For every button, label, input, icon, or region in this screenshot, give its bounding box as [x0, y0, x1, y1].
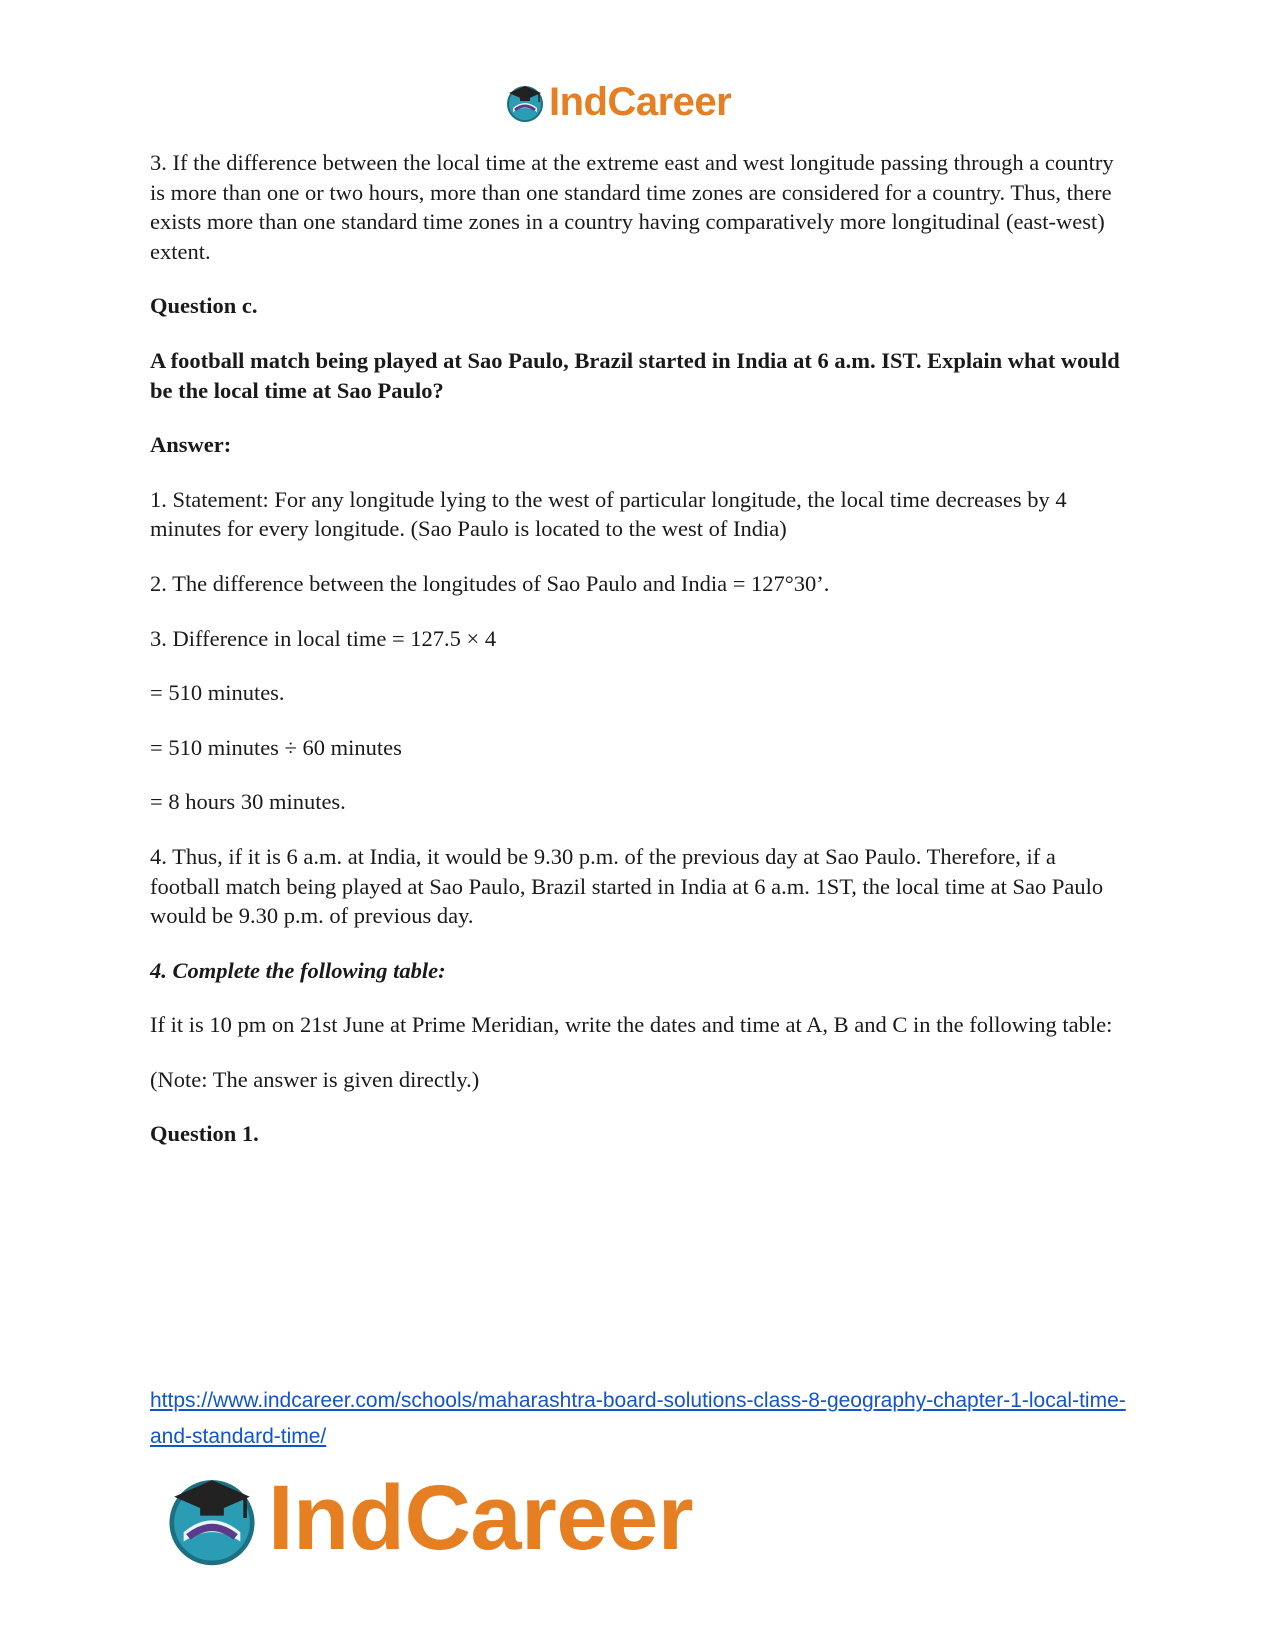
document-body [150, 148, 1130, 1174]
answer-label: Answer: [150, 432, 232, 458]
answer-step-1: = 510 minutes. [150, 680, 285, 706]
question-c-heading: Question c. [150, 293, 258, 319]
paragraph-point-3: 3. If the difference between the local time at the extreme east and west longitude passing through a country is more than one or two hours, more than one standard time zones are considered for a country. Thus, there exists more than one standard time zones in a country having comparatively more longitudinal (east-west) extent. [150, 150, 1114, 264]
question-1-heading: Question 1. [150, 1121, 259, 1147]
question-c-text: A football match being played at Sao Paulo, Brazil started in India at 6 a.m. IST. Explain what would be the local time at Sao Paulo? [150, 347, 1120, 403]
section-4-text: If it is 10 pm on 21st June at Prime Meridian, write the dates and time at A, B and C in the following table: [150, 1012, 1113, 1038]
note-text: (Note: The answer is given directly.) [150, 1066, 480, 1092]
source-link[interactable]: https://www.indcareer.com/schools/maharashtra-board-solutions-class-8-geography-chapter-1-local-time-and-standard-time/ [150, 1389, 1126, 1448]
answer-point-2: 2. The difference between the longitudes of Sao Paulo and India = 127°30’. [150, 570, 830, 596]
section-4-title: 4. Complete the following table: [150, 957, 446, 983]
answer-point-4: 4. Thus, if it is 6 a.m. at India, it would be 9.30 p.m. of the previous day at Sao Paulo. Therefore, if a football match being played at Sao Paulo, Brazil started in India at 6 a.m. 1ST, the local time at Sao Paulo would be 9.30 p.m. of previous day. [150, 843, 1104, 929]
indcareer-logo-bottom [160, 1466, 693, 1570]
graduation-cap-globe-icon [503, 80, 547, 124]
logo-text: IndCareer [268, 1467, 693, 1569]
logo-text: IndCareer [549, 80, 732, 124]
answer-point-1: 1. Statement: For any longitude lying to the west of particular longitude, the local time decreases by 4 minutes for every longitude. (Sao Paulo is located to the west of India) [150, 486, 1067, 542]
graduation-cap-globe-icon [160, 1466, 264, 1570]
answer-step-2: = 510 minutes ÷ 60 minutes [150, 734, 402, 760]
indcareer-logo-top [503, 78, 731, 126]
answer-step-3: = 8 hours 30 minutes. [150, 789, 346, 815]
answer-point-3: 3. Difference in local time = 127.5 × 4 [150, 625, 497, 651]
